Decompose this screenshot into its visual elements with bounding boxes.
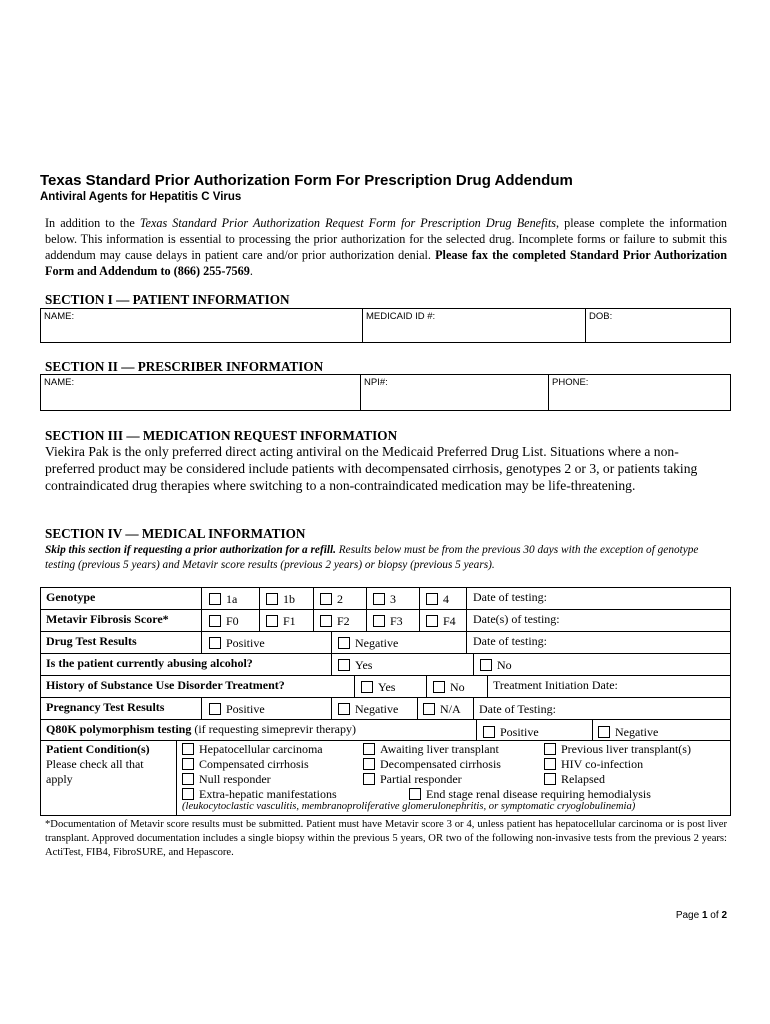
- substance-yes[interactable]: [361, 680, 395, 695]
- page-number: [676, 910, 727, 921]
- section4-instructions: [45, 543, 727, 573]
- intro-text: In addition to the: [45, 216, 140, 230]
- checkbox[interactable]: [426, 593, 438, 605]
- page-prefix: Page: [675, 910, 702, 921]
- condition-null-responder[interactable]: [182, 772, 271, 787]
- divider: [331, 632, 332, 653]
- alcohol-row: [41, 654, 730, 676]
- divider: [419, 588, 420, 609]
- genotype-option-4[interactable]: [426, 592, 449, 607]
- condition-hint-2: apply: [46, 772, 73, 786]
- section1-title: SECTION I — PATIENT INFORMATION: [45, 292, 290, 307]
- metavir-row: [41, 610, 730, 632]
- pregnancy-date-field[interactable]: Date of Testing:: [479, 702, 556, 716]
- substance-no[interactable]: [433, 680, 465, 695]
- skip-instruction-rest: Results below must be from the previous 30 days with the exception of genotype testing (previous 5 years) and Metavir score results (previous 2 years) or biopsy (previous 5 years).: [45, 544, 699, 571]
- option-label: Compensated cirrhosis: [199, 757, 309, 771]
- pregnancy-positive[interactable]: [209, 702, 265, 717]
- condition-hint-1: Please check all that: [46, 757, 144, 771]
- divider: [201, 632, 202, 653]
- option-label: Negative: [355, 636, 399, 650]
- metavir-option-f1[interactable]: [266, 614, 296, 629]
- checkbox[interactable]: [373, 615, 385, 627]
- condition-awaiting-transplant[interactable]: [363, 742, 499, 757]
- section2-title: SECTION II — PRESCRIBER INFORMATION: [45, 359, 324, 374]
- divider: [476, 720, 477, 740]
- dob-field[interactable]: [586, 309, 730, 342]
- treatment-date-field[interactable]: Treatment Initiation Date:: [493, 678, 618, 692]
- option-label: F2: [337, 614, 350, 628]
- checkbox[interactable]: [361, 681, 373, 693]
- drug-test-negative[interactable]: [338, 636, 398, 651]
- option-label: Decompensated cirrhosis: [380, 757, 501, 771]
- condition-label: Patient Condition(s): [46, 742, 150, 756]
- checkbox[interactable]: [480, 659, 492, 671]
- pregnancy-label: Pregnancy Test Results: [46, 700, 165, 714]
- npi-label: NPI#:: [364, 377, 388, 388]
- dob-label: DOB:: [589, 311, 613, 322]
- checkbox[interactable]: [373, 593, 385, 605]
- checkbox[interactable]: [338, 659, 350, 671]
- divider: [201, 698, 202, 719]
- genotype-option-2[interactable]: [320, 592, 343, 607]
- condition-partial-responder[interactable]: [363, 772, 462, 787]
- metavir-option-f2[interactable]: [320, 614, 350, 629]
- condition-decompensated[interactable]: [363, 757, 501, 772]
- divider: [466, 632, 467, 653]
- genotype-option-3[interactable]: [373, 592, 396, 607]
- alcohol-label: Is the patient currently abusing alcohol?: [46, 656, 253, 670]
- divider: [366, 610, 367, 631]
- option-label: Negative: [615, 725, 659, 739]
- metavir-option-f0[interactable]: [209, 614, 239, 629]
- patient-name-field[interactable]: [41, 309, 363, 342]
- phone-label: PHONE:: [552, 377, 589, 388]
- checkbox[interactable]: [483, 726, 495, 738]
- option-label: 1b: [283, 592, 295, 606]
- substance-label: History of Substance Use Disorder Treatment?: [46, 678, 285, 692]
- npi-field[interactable]: [361, 375, 549, 410]
- q80k-row: [41, 720, 730, 741]
- divider: [426, 676, 427, 697]
- drug-test-date-field[interactable]: Date of testing:: [473, 634, 547, 648]
- intro-fax-instruction: Please fax the completed Standard Prior Authorization Form and Addendum to (866) 255-7569: [45, 248, 727, 278]
- metavir-date-field[interactable]: Date(s) of testing:: [473, 612, 560, 626]
- genotype-option-1b[interactable]: [266, 592, 295, 607]
- divider: [366, 588, 367, 609]
- checkbox[interactable]: [338, 637, 350, 649]
- option-label: Null responder: [199, 772, 271, 786]
- option-label: No: [450, 680, 465, 694]
- form-title: Texas Standard Prior Authorization Form For Prescription Drug Addendum: [40, 172, 573, 189]
- option-label: Positive: [226, 702, 265, 716]
- checkbox[interactable]: [363, 758, 375, 770]
- checkbox[interactable]: [409, 788, 421, 800]
- section3-title: SECTION III — MEDICATION REQUEST INFORMATION: [45, 428, 398, 443]
- intro-form-name: Texas Standard Prior Authorization Request Form for Prescription Drug Benefits: [139, 216, 556, 230]
- option-label: 3: [390, 592, 396, 606]
- checkbox[interactable]: [433, 681, 445, 693]
- checkbox[interactable]: [338, 703, 350, 715]
- option-label: Hepatocellular carcinoma: [199, 742, 323, 756]
- divider: [201, 588, 202, 609]
- option-label: Relapsed: [561, 772, 605, 786]
- condition-compensated[interactable]: [182, 757, 309, 772]
- checkbox[interactable]: [426, 615, 438, 627]
- checkbox[interactable]: [363, 743, 375, 755]
- genotype-row: [41, 588, 730, 610]
- divider: [259, 588, 260, 609]
- divider: [354, 676, 355, 697]
- intro-end: .: [249, 264, 253, 278]
- skip-instruction: Skip this section if requesting a prior authorization for a refill.: [45, 544, 336, 556]
- patient-name-label: NAME:: [44, 311, 75, 322]
- pregnancy-row: [41, 698, 730, 720]
- page-current: 1: [701, 910, 708, 921]
- divider: [466, 588, 467, 609]
- alcohol-yes[interactable]: [338, 658, 372, 673]
- divider: [176, 741, 177, 815]
- drug-test-positive[interactable]: [209, 636, 265, 651]
- condition-relapsed[interactable]: [544, 772, 605, 787]
- option-label: Extra-hepatic manifestations: [199, 787, 337, 801]
- condition-previous-transplant[interactable]: [544, 742, 691, 757]
- option-label: Previous liver transplant(s): [561, 742, 691, 756]
- substance-row: [41, 676, 730, 698]
- q80k-label-rest: (if requesting simeprevir therapy): [191, 722, 356, 736]
- page-total: 2: [721, 910, 727, 921]
- option-label: Yes: [378, 680, 396, 694]
- checkbox[interactable]: [182, 758, 194, 770]
- divider: [473, 654, 474, 675]
- divider: [313, 610, 314, 631]
- prescriber-name-field[interactable]: [41, 375, 361, 410]
- medical-info-table: [40, 587, 731, 816]
- condition-note: (leukocytoclastic vasculitis, membranoproliferative glomerulonephritis, or symptomatic cryoglobulinemia): [182, 801, 636, 812]
- divider: [331, 698, 332, 719]
- checkbox[interactable]: [320, 593, 332, 605]
- condition-end-stage-renal[interactable]: [409, 787, 651, 802]
- checkbox[interactable]: [209, 615, 221, 627]
- divider: [331, 654, 332, 675]
- option-label: Yes: [355, 658, 373, 672]
- medicaid-id-label: MEDICAID ID #:: [366, 311, 436, 322]
- checkbox[interactable]: [266, 615, 278, 627]
- medicaid-id-field[interactable]: [363, 309, 586, 342]
- checkbox[interactable]: [363, 773, 375, 785]
- genotype-option-1a[interactable]: [209, 592, 237, 607]
- checkbox[interactable]: [320, 615, 332, 627]
- checkbox[interactable]: [209, 637, 221, 649]
- option-label: HIV co-infection: [561, 757, 644, 771]
- divider: [313, 588, 314, 609]
- divider: [473, 698, 474, 719]
- q80k-label: [46, 722, 356, 737]
- divider: [592, 720, 593, 740]
- option-label: N/A: [440, 702, 461, 716]
- intro-paragraph: [45, 215, 727, 279]
- checkbox[interactable]: [182, 788, 194, 800]
- checkbox[interactable]: [423, 703, 435, 715]
- divider: [419, 610, 420, 631]
- divider: [201, 610, 202, 631]
- option-label: Partial responder: [380, 772, 462, 786]
- section4-title: SECTION IV — MEDICAL INFORMATION: [45, 526, 306, 541]
- condition-hepatocellular[interactable]: [182, 742, 323, 757]
- option-label: Positive: [226, 636, 265, 650]
- checkbox[interactable]: [544, 758, 556, 770]
- drug-test-label: Drug Test Results: [46, 634, 137, 648]
- prescriber-info-box: [40, 374, 731, 411]
- option-label: Positive: [500, 725, 539, 739]
- option-label: Negative: [355, 702, 399, 716]
- divider: [466, 610, 467, 631]
- checkbox[interactable]: [209, 703, 221, 715]
- checkbox[interactable]: [182, 773, 194, 785]
- option-label: F4: [443, 614, 456, 628]
- option-label: F3: [390, 614, 403, 628]
- option-label: Awaiting liver transplant: [380, 742, 499, 756]
- alcohol-no[interactable]: [480, 658, 512, 673]
- q80k-negative[interactable]: [598, 725, 658, 740]
- divider: [417, 698, 418, 719]
- option-label: No: [497, 658, 512, 672]
- pregnancy-na[interactable]: [423, 702, 461, 717]
- option-label: F1: [283, 614, 296, 628]
- option-label: 4: [443, 592, 449, 606]
- condition-hiv[interactable]: [544, 757, 643, 772]
- metavir-option-f4[interactable]: [426, 614, 456, 629]
- option-label: End stage renal disease requiring hemodialysis: [426, 787, 651, 801]
- section3-text: Viekira Pak is the only preferred direct acting antiviral on the Medicaid Preferred Drug List. Situations where a non-preferred product may be considered include patients with decompensated cirrhosis, genotypes 2 or 3, or patients taking contraindicated drug therapies where switching to a non-contraindicated medication may be life-threatening.: [45, 444, 698, 493]
- checkbox[interactable]: [209, 593, 221, 605]
- checkbox[interactable]: [544, 773, 556, 785]
- condition-extra-hepatic[interactable]: [182, 787, 337, 802]
- option-label: 2: [337, 592, 343, 606]
- checkbox[interactable]: [182, 743, 194, 755]
- page-of: of: [707, 910, 722, 921]
- q80k-positive[interactable]: [483, 725, 539, 740]
- checkbox[interactable]: [544, 743, 556, 755]
- phone-field[interactable]: [549, 375, 730, 410]
- genotype-label: Genotype: [46, 590, 96, 604]
- condition-row: [41, 741, 730, 815]
- intro-text-2: , please complete the information below. This information is essential to processing the prior authorization for the selected drug. Incomplete forms or failure to submit this addendum may cause delays in patient care and/or prior authorization denial.: [45, 216, 727, 262]
- drug-test-row: [41, 632, 730, 654]
- divider: [487, 676, 488, 697]
- pregnancy-negative[interactable]: [338, 702, 398, 717]
- option-label: F0: [226, 614, 239, 628]
- checkbox[interactable]: [598, 726, 610, 738]
- prescriber-name-label: NAME:: [44, 377, 75, 388]
- metavir-option-f3[interactable]: [373, 614, 403, 629]
- genotype-date-field[interactable]: Date of testing:: [473, 590, 547, 604]
- divider: [259, 610, 260, 631]
- metavir-footnote: *Documentation of Metavir score results must be submitted. Patient must have Metavir score 3 or 4, unless patient has hepatocellular carcinoma or is post liver transplant. Approved documentation includes a single biopsy within the previous 5 years, OR two of the following non-invasive tests from the previous 2 years: ActiTest, FIB4, FibroSURE, and Hepascore.: [45, 819, 727, 858]
- patient-info-box: [40, 308, 731, 343]
- option-label: 1a: [226, 592, 238, 606]
- checkbox[interactable]: [266, 593, 278, 605]
- metavir-label: Metavir Fibrosis Score*: [46, 612, 169, 626]
- q80k-label-bold: Q80K polymorphism testing: [46, 722, 192, 736]
- form-subtitle: Antiviral Agents for Hepatitis C Virus: [40, 191, 242, 203]
